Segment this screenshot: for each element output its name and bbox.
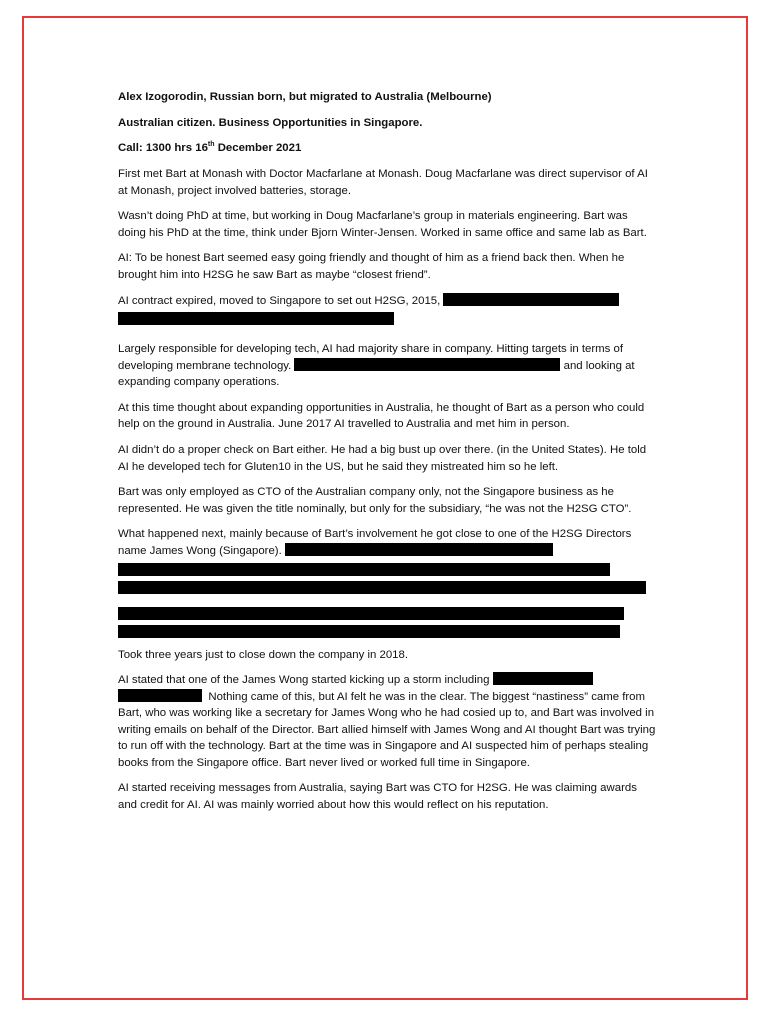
- paragraph-4: AI contract expired, moved to Singapore to set out H2SG, 2015,: [118, 293, 658, 326]
- paragraph-10: Took three years just to close down the company in 2018.: [118, 648, 408, 661]
- redaction-block: [118, 607, 624, 620]
- redaction-block: [493, 672, 593, 685]
- call-line: Call: 1300 hrs 16th December 2021: [118, 141, 302, 155]
- redaction-block: [118, 563, 610, 576]
- redacted-lines: [118, 563, 658, 638]
- redaction-block: [294, 358, 560, 371]
- paragraph-7: AI didn’t do a proper check on Bart either. He had a big bust up over there. (in the United States). He told AI he developed tech for Gluten10 in the US, but he said they mistreated him so he left.: [118, 444, 647, 473]
- redaction-block: [118, 581, 646, 594]
- redaction-block: [118, 689, 202, 702]
- paragraph-11: AI stated that one of the James Wong started kicking up a storm including Nothing came of this, but AI felt he was in the clear. The biggest “nastiness” came from Bart, who was working like a secretary for James Wong who he had cosied up to, and Bart was involved in writing emails on behalf of the Director. Bart allied himself with James Wong and AI thought Bart was trying to run off with the technology. Bart at the time was in Singapore and AI suspected him of perhaps stealing books from the Singapore office. Bart never lived or worked full time in Singapore.: [118, 674, 656, 769]
- redaction-block: [443, 293, 619, 306]
- redaction-block: [118, 312, 394, 325]
- document-body: [118, 89, 658, 823]
- paragraph-12: AI started receiving messages from Australia, saying Bart was CTO for H2SG. He was claiming awards and credit for AI. AI was mainly worried about how this would reflect on his reputation.: [118, 782, 637, 811]
- paragraph-5: Largely responsible for developing tech, AI had majority share in company. Hitting targets in terms of developing membrane technology. and looking at expanding company operations.: [118, 343, 635, 389]
- paragraph-9: What happened next, mainly because of Bart’s involvement he got close to one of the H2SG Directors name James Wong (Singapore).: [118, 528, 632, 557]
- redaction-block: [118, 625, 620, 638]
- paragraph-8: Bart was only employed as CTO of the Australian company only, not the Singapore business as he represented. He was given the title nominally, but only for the subsidiary, “he was not the H2SG CTO”.: [118, 486, 632, 515]
- header-line-1: Alex Izogorodin, Russian born, but migrated to Australia (Melbourne): [118, 91, 492, 103]
- paragraph-1: First met Bart at Monash with Doctor Macfarlane at Monash. Doug Macfarlane was direct supervisor of AI at Monash, project involved batteries, storage.: [118, 168, 648, 197]
- header-line-2: Australian citizen. Business Opportunities in Singapore.: [118, 116, 423, 129]
- paragraph-6: At this time thought about expanding opportunities in Australia, he thought of Bart as a person who could help on the ground in Australia. June 2017 AI travelled to Australia and met him in person.: [118, 401, 645, 431]
- redaction-block: [285, 543, 553, 556]
- paragraph-3: AI: To be honest Bart seemed easy going friendly and thought of him as a friend back then. When he brought him into H2SG he saw Bart as maybe “closest friend”.: [118, 252, 625, 281]
- paragraph-2: Wasn’t doing PhD at time, but working in Doug Macfarlane’s group in materials engineering. Bart was doing his PhD at the time, think under Bjorn Winter-Jensen. Worked in same office and same lab as Bart.: [118, 210, 647, 239]
